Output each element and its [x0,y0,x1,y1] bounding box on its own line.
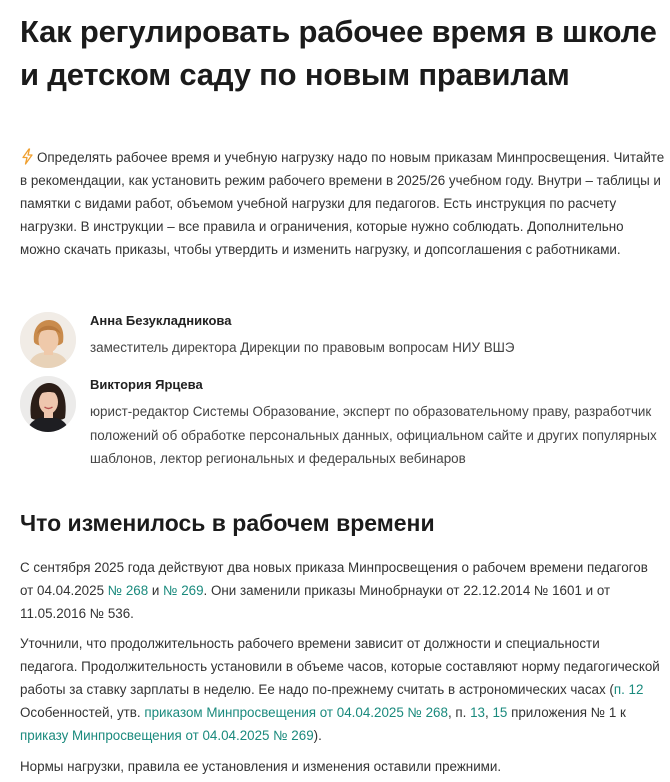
paragraph-text: приложения № 1 к [507,705,626,720]
paragraph-text: Уточнили, что продолжительность рабочего времени зависит от должности и специальности педагога. Продолжительность установили в объеме часов, которые составляют норму педагогической работы за ставку зарплаты в неделю. Ее надо по-прежнему считать в астрономических часах ( [20,636,660,697]
paragraph-text: , п. [447,705,471,720]
author-role: юрист-редактор Системы Образование, эксперт по образовательному праву, разработчик положений об обработке персональных данных, официальном сайте и других популярных шаблонов, лектор региональных и федеральных вебинаров [90,404,657,466]
clause-13-link[interactable]: 13 [470,705,485,720]
avatar [20,312,76,368]
article-lead [20,146,665,261]
avatar [20,376,76,432]
author-role: заместитель директора Дирекции по правовым вопросам НИУ ВШЭ [90,340,515,355]
order-268-full-link[interactable]: приказом Минпросвещения от 04.04.2025 № 268 [144,705,448,720]
paragraph: Нормы нагрузки, правила ее установления и изменения оставили прежними. [20,759,502,774]
paragraph-text: ). [313,728,322,743]
paragraph-text: . Они заменили приказы Минобрнауки от 22.12.2014 № 1601 и от 11.05.2016 № 536. [20,583,611,621]
order-269-link[interactable]: № 269 [163,583,204,598]
lead-text: Определять рабочее время и учебную нагрузку надо по новым приказам Минпросвещения. Читайте в рекомендации, как установить режим рабочего времени в 2025/26 учебном году. Внутри – таблицы и памятки с видами работ, объемом учебной нагрузки для педагогов. Есть инструкция по расчету нагрузки. В инструкции – все правила и ограничения, которые нужно соблюдать. Дополнительно можно скачать приказы, чтобы утвердить и изменить нагрузку, и допсоглашения с работниками. [20,150,665,257]
article-title: Как регулировать рабочее время в школе и детском саду по новым правилам [20,14,657,92]
paragraph [20,632,660,747]
section-heading: Что изменилось в рабочем времени [20,510,435,536]
lightning-icon [20,148,35,165]
paragraph-text: С сентября 2025 года действуют два новых приказа Минпросвещения о рабочем времени педагогов от 04.04.2025 [20,560,648,598]
author-name: Анна Безукладникова [90,313,232,328]
paragraph [20,556,660,625]
order-269-full-link[interactable]: приказу Минпросвещения от 04.04.2025 № 269 [20,728,314,743]
clause-15-link[interactable]: 15 [492,705,508,720]
clause-12-link[interactable]: п. 12 [613,682,644,697]
paragraph-text: и [148,583,164,598]
paragraph-text: , [485,705,493,720]
paragraph-text: Особенностей, утв. [20,705,145,720]
order-268-link[interactable]: № 268 [107,583,149,598]
author-name: Виктория Ярцева [90,377,203,392]
